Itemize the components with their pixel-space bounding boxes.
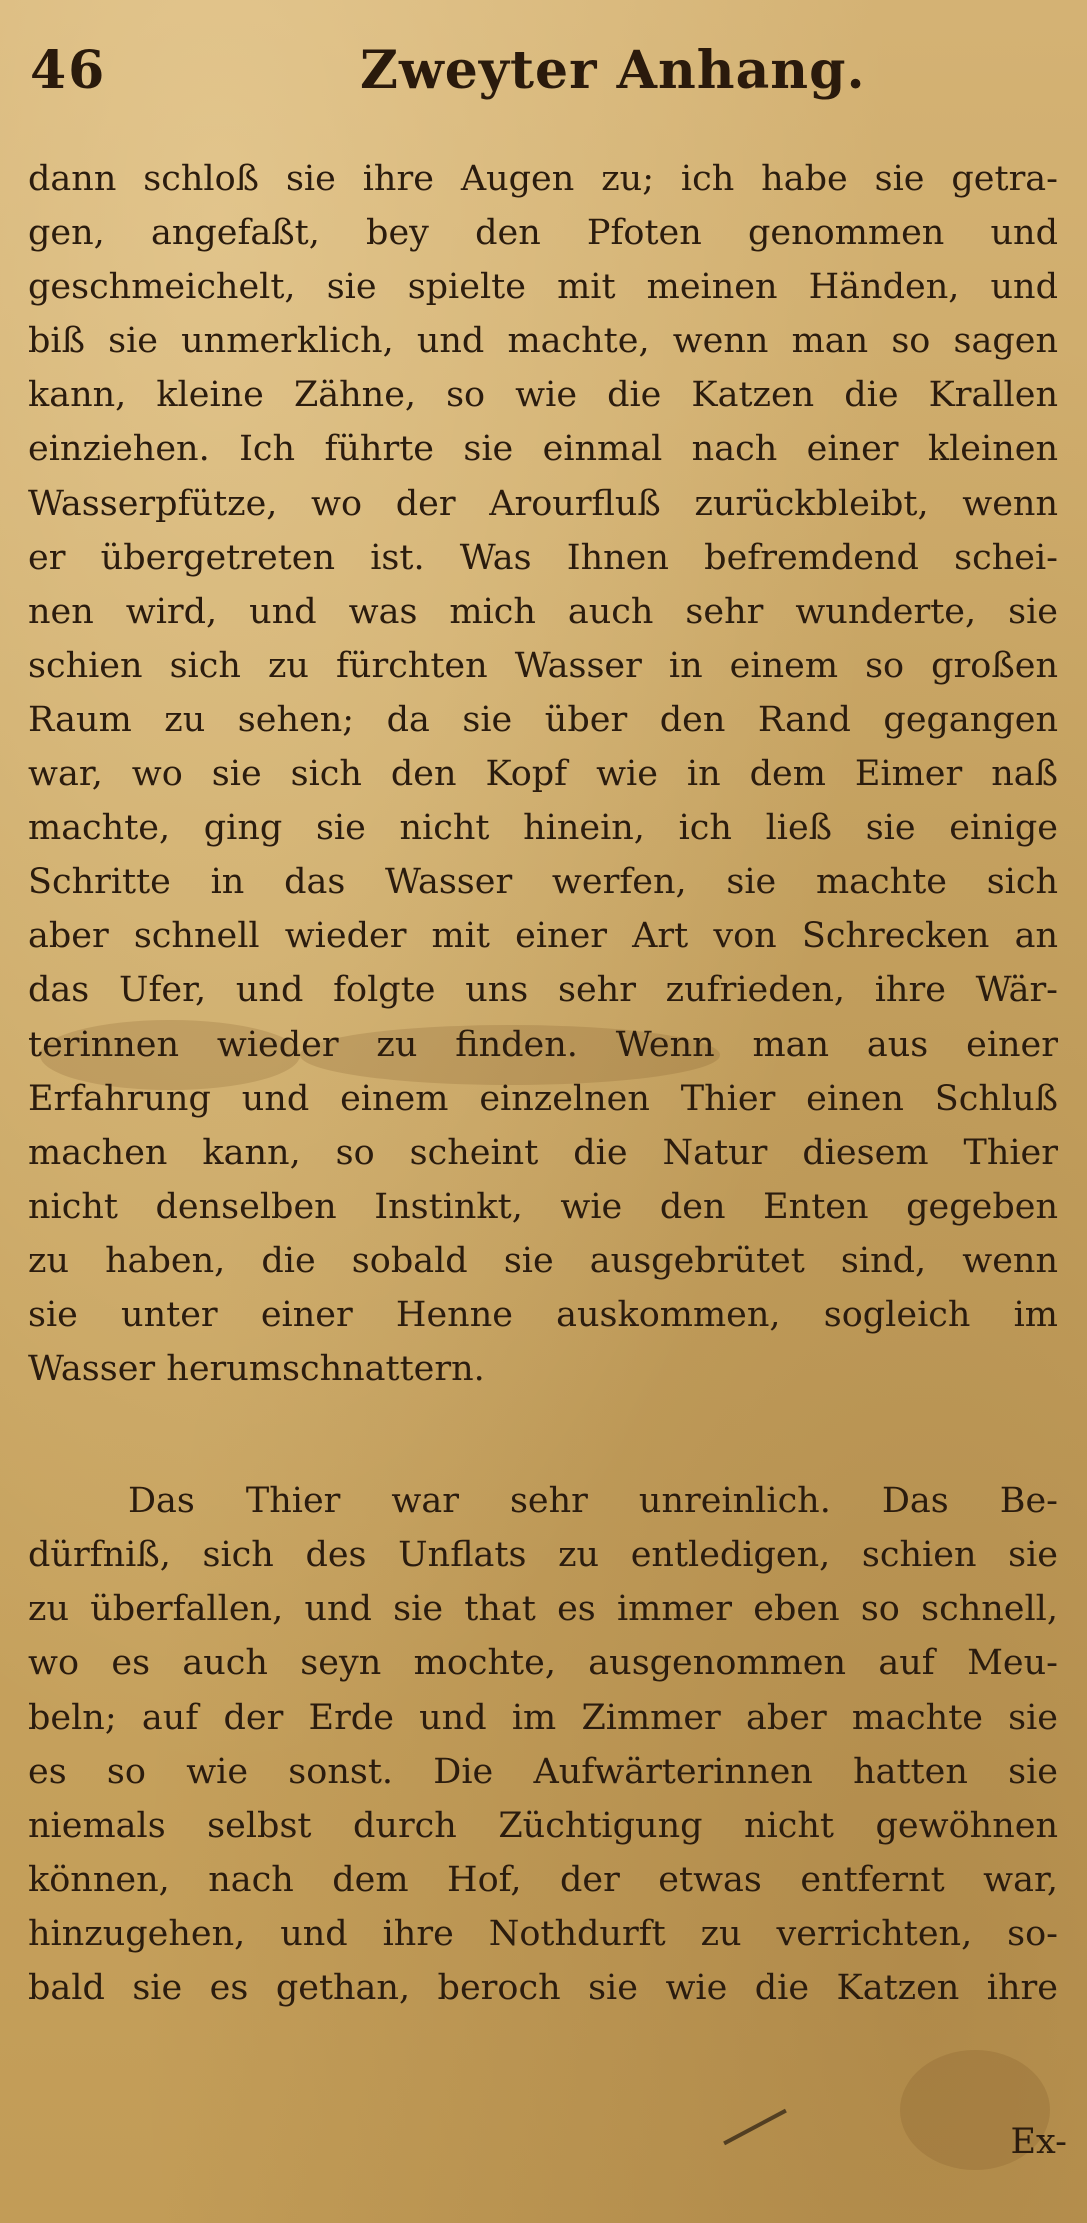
- text-line: zu haben, die sobald sie ausgebrütet sind, wenn: [28, 1240, 1058, 1281]
- text-line: beln; auf der Erde und im Zimmer aber machte sie: [28, 1697, 1058, 1738]
- text-line: machen kann, so scheint die Natur diesem Thier: [28, 1132, 1058, 1173]
- text-line: es so wie sonst. Die Aufwärterinnen hatten sie: [28, 1751, 1058, 1792]
- text-line: wo es auch seyn mochte, ausgenommen auf Meu-: [28, 1643, 1058, 1684]
- page-number: 46: [30, 40, 107, 101]
- text-line: hinzugehen, und ihre Nothdurft zu verrichten, so-: [28, 1913, 1058, 1954]
- text-line: dürfniß, sich des Unflats zu entledigen, schien sie: [28, 1535, 1058, 1576]
- text-line: sie unter einer Henne auskommen, sogleich im: [28, 1294, 1058, 1335]
- ink-stroke: [723, 2109, 787, 2145]
- catchword: Ex-: [1010, 2122, 1067, 2162]
- text-line: kann, kleine Zähne, so wie die Katzen die Krallen: [28, 375, 1058, 416]
- text-line: Erfahrung und einem einzelnen Thier einen Schluß: [28, 1078, 1058, 1119]
- text-line: war, wo sie sich den Kopf wie in dem Eimer naß: [28, 754, 1058, 795]
- body-text: [28, 152, 1058, 2015]
- text-line: Wasserpfütze, wo der Arourfluß zurückbleibt, wenn: [28, 483, 1058, 524]
- text-line: geschmeichelt, sie spielte mit meinen Händen, und: [28, 267, 1058, 308]
- text-line: Schritte in das Wasser werfen, sie machte sich: [28, 862, 1058, 903]
- text-line: können, nach dem Hof, der etwas entfernt war,: [28, 1859, 1058, 1900]
- text-line: gen, angefaßt, bey den Pfoten genommen und: [28, 213, 1058, 254]
- text-line: das Ufer, und folgte uns sehr zufrieden, ihre Wär-: [28, 970, 1058, 1011]
- text-line: biß sie unmerklich, und machte, wenn man so sagen: [28, 321, 1058, 362]
- text-line: nen wird, und was mich auch sehr wunderte, sie: [28, 591, 1058, 632]
- text-line: dann schloß sie ihre Augen zu; ich habe sie getra-: [28, 159, 1058, 199]
- text-line: bald sie es gethan, beroch sie wie die Katzen ihre: [28, 1968, 1058, 2008]
- text-line: Wasser herumschnattern.: [28, 1349, 485, 1390]
- paragraph-gap: [28, 1396, 1058, 1474]
- text-line: machte, ging sie nicht hinein, ich ließ sie einige: [28, 808, 1058, 849]
- running-head: Zweyter Anhang.: [360, 40, 866, 101]
- paragraph-2: [28, 1474, 1058, 2015]
- text-line: Raum zu sehen; da sie über den Rand gegangen: [28, 699, 1058, 740]
- text-line: zu überfallen, und sie that es immer eben so schnell,: [28, 1589, 1058, 1630]
- page-header: [30, 40, 1060, 110]
- text-line: schien sich zu fürchten Wasser in einem so großen: [28, 645, 1058, 686]
- text-line: niemals selbst durch Züchtigung nicht gewöhnen: [28, 1805, 1058, 1846]
- text-line: einziehen. Ich führte sie einmal nach einer kleinen: [28, 429, 1058, 470]
- text-line: aber schnell wieder mit einer Art von Schrecken an: [28, 916, 1058, 957]
- text-line: terinnen wieder zu finden. Wenn man aus einer: [28, 1024, 1058, 1065]
- text-line: nicht denselben Instinkt, wie den Enten gegeben: [28, 1186, 1058, 1227]
- text-line: Das Thier war sehr unreinlich. Das Be-: [128, 1481, 1058, 1522]
- paragraph-1: [28, 152, 1058, 1396]
- text-line: er übergetreten ist. Was Ihnen befremdend schei-: [28, 537, 1058, 578]
